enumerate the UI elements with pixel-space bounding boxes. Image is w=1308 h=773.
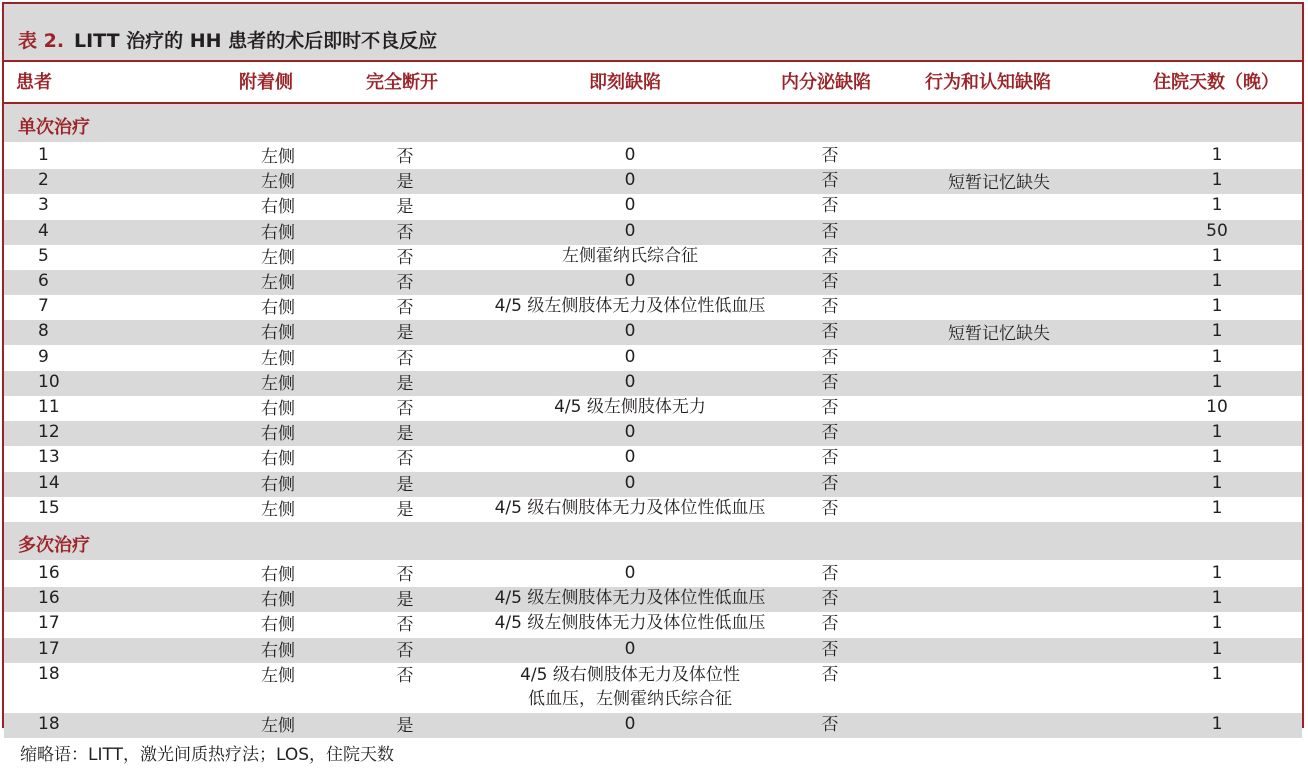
cell-disconnect-text: 否: [396, 399, 414, 419]
table-row: [4, 612, 1302, 637]
header-cognitive: 行为和认知缺陷: [925, 72, 1051, 93]
cell-patient: 17: [38, 613, 60, 634]
cell-immediate-line: 0: [624, 195, 636, 216]
cell-immediate-line: 0: [624, 145, 636, 165]
cell-endocrine-text: 否: [821, 714, 839, 735]
cell-disconnect-text: 是: [396, 590, 414, 611]
cell-patient: 11: [38, 397, 60, 417]
cell-los-text: 1: [1211, 271, 1223, 291]
cell-endocrine-text: 否: [821, 473, 839, 494]
cell-immediate-text: [625, 713, 636, 735]
cell-side-text: 右侧: [261, 323, 295, 344]
cell-disconnect-text: 是: [396, 323, 414, 344]
cell-disconnect-text: 否: [396, 147, 414, 167]
table-row: [4, 713, 1302, 738]
cell-los-text: 1: [1211, 563, 1223, 583]
cell-side-text: 右侧: [261, 615, 295, 636]
cell-los-text: 1: [1211, 663, 1223, 684]
cell-patient: 5: [38, 245, 49, 266]
cell-endocrine-text: 否: [821, 322, 839, 343]
cell-side-text: 左侧: [261, 172, 295, 193]
cell-disconnect-text: 是: [396, 373, 414, 394]
table-row: [4, 446, 1302, 471]
cell-patient: 18: [38, 663, 60, 684]
cell-disconnect-text: 否: [396, 615, 414, 636]
section-header: [4, 104, 1302, 142]
cell-endocrine-text: 否: [821, 372, 839, 393]
cell-endocrine-text: 否: [821, 564, 839, 584]
cell-patient: 18: [38, 713, 60, 734]
cell-los-text: 1: [1211, 472, 1223, 493]
cell-endocrine-text: 否: [821, 171, 839, 192]
cell-immediate-line: 0: [624, 472, 636, 493]
cell-immediate-line: 0: [624, 220, 636, 241]
cell-cognitive-text: 短暂记忆缺失: [948, 173, 1050, 194]
cell-endocrine-text: 否: [821, 448, 839, 469]
table-frame: [2, 2, 1304, 736]
cell-patient: 16: [38, 588, 60, 609]
cell-los-text: 10: [1206, 397, 1228, 417]
cell-endocrine-text: 否: [821, 347, 839, 368]
cell-immediate-text: [495, 612, 766, 634]
cell-immediate-line: 左侧霍纳氏综合征: [562, 245, 698, 266]
table-row: [4, 371, 1302, 396]
cell-endocrine-text: 否: [821, 196, 839, 217]
cell-immediate-text: [495, 587, 766, 609]
table-row: [4, 270, 1302, 295]
cell-immediate-line: 0: [624, 713, 636, 734]
cell-endocrine-text: 否: [821, 221, 839, 242]
cell-immediate-line: 0: [624, 271, 636, 291]
cell-los-text: 1: [1211, 195, 1223, 216]
table-row: [4, 245, 1302, 270]
cell-side-text: 左侧: [261, 715, 295, 736]
cell-endocrine-text: 否: [821, 589, 839, 610]
cell-side-text: 左侧: [261, 247, 295, 268]
cell-immediate-text: [625, 638, 636, 660]
header-los: 住院天数（晚）: [1153, 72, 1279, 93]
cell-disconnect-text: 否: [396, 273, 414, 293]
table-row: [4, 194, 1302, 219]
cell-immediate-line: 0: [624, 346, 636, 367]
cell-immediate-text: [625, 270, 636, 292]
table-row: [4, 346, 1302, 371]
cell-patient: 14: [38, 472, 60, 493]
cell-immediate-line: 0: [624, 638, 636, 659]
cell-immediate-line: 4/5 级左侧肢体无力及体位性低血压: [494, 613, 766, 634]
cell-patient: 8: [38, 321, 49, 342]
cell-side-text: 左侧: [261, 147, 295, 167]
cell-patient: 1: [38, 145, 49, 165]
cell-patient: 16: [38, 563, 60, 583]
cell-immediate-line: 4/5 级右侧肢体无力及体位性低血压: [494, 497, 766, 518]
cell-immediate-text: [625, 346, 636, 368]
cell-los-text: 1: [1211, 613, 1223, 634]
cell-los-text: 1: [1211, 638, 1223, 659]
cell-los-text: 1: [1211, 371, 1223, 392]
cell-immediate-text: [625, 144, 636, 166]
cell-endocrine-text: 否: [821, 498, 839, 519]
cell-immediate-line: 4/5 级左侧肢体无力: [554, 397, 706, 417]
cell-side-text: 左侧: [261, 273, 295, 293]
table-number: 表 2.: [18, 30, 65, 52]
cell-endocrine-text: 否: [821, 639, 839, 660]
cell-disconnect-text: 否: [396, 247, 414, 268]
table-title: LITT 治疗的 HH 患者的术后即时不良反应: [74, 30, 438, 52]
cell-side-text: 右侧: [261, 399, 295, 419]
table-row: [4, 144, 1302, 169]
cell-immediate-line: 低血压，左侧霍纳氏综合征: [527, 688, 732, 709]
cell-endocrine-text: 否: [821, 398, 839, 418]
cell-immediate-line: 0: [624, 447, 636, 468]
cell-los-text: 1: [1211, 346, 1223, 367]
cell-side-text: 右侧: [261, 590, 295, 611]
cell-disconnect-text: 否: [396, 348, 414, 369]
cell-immediate-text: [495, 295, 766, 317]
cell-immediate-line: 0: [624, 563, 636, 583]
cell-disconnect-text: 否: [396, 222, 414, 243]
cell-immediate-line: 4/5 级左侧肢体无力及体位性低血压: [494, 296, 766, 317]
cell-endocrine-text: 否: [821, 146, 839, 166]
cell-immediate-line: 0: [624, 422, 636, 443]
table-row: [4, 220, 1302, 245]
cell-immediate-text: [625, 421, 636, 443]
cell-side-text: 右侧: [261, 298, 295, 319]
cell-side-text: 右侧: [261, 222, 295, 243]
cell-side-text: 右侧: [261, 474, 295, 495]
table-row: [4, 396, 1302, 421]
cell-immediate-text: [625, 169, 636, 191]
cell-disconnect-text: 是: [396, 474, 414, 495]
cell-los-text: 1: [1211, 497, 1223, 518]
section-label: 多次治疗: [18, 535, 90, 556]
cell-side-text: 左侧: [261, 665, 295, 686]
cell-immediate-text: [625, 472, 636, 494]
cell-immediate-line: 0: [624, 170, 636, 191]
cell-side-text: 右侧: [261, 565, 295, 585]
cell-los-text: 1: [1211, 170, 1223, 191]
cell-patient: 10: [38, 371, 60, 392]
cell-disconnect-text: 否: [396, 665, 414, 686]
cell-disconnect-text: 否: [396, 449, 414, 470]
cell-patient: 6: [38, 271, 49, 291]
cell-immediate-text: [625, 320, 636, 342]
section-header: [4, 522, 1302, 560]
cell-side-text: 右侧: [261, 640, 295, 661]
cell-los-text: 1: [1211, 422, 1223, 443]
cell-endocrine-text: 否: [821, 614, 839, 635]
table-row: [4, 497, 1302, 522]
cell-los-text: 1: [1211, 321, 1223, 342]
cell-side-text: 左侧: [261, 348, 295, 369]
cell-endocrine-text: 否: [821, 272, 839, 292]
cell-immediate-line: 4/5 级右侧肢体无力及体位性: [520, 664, 740, 685]
cell-cognitive-text: 短暂记忆缺失: [948, 324, 1050, 345]
table-row: [4, 320, 1302, 345]
table-row: [4, 295, 1302, 320]
cell-side-text: 左侧: [261, 499, 295, 520]
table-row: [4, 587, 1302, 612]
table-title-bar: [4, 4, 1302, 62]
cell-endocrine-text: 否: [821, 246, 839, 267]
cell-los-text: 1: [1211, 296, 1223, 317]
cell-los-text: 1: [1211, 245, 1223, 266]
cell-disconnect-text: 否: [396, 298, 414, 319]
cell-los-text: 1: [1211, 713, 1223, 734]
cell-patient: 15: [38, 497, 60, 518]
cell-immediate-text: [625, 220, 636, 242]
cell-immediate-text: [625, 371, 636, 393]
cell-patient: 9: [38, 346, 49, 367]
cell-los-text: 1: [1211, 588, 1223, 609]
cell-immediate-text: [554, 396, 706, 418]
cell-immediate-text: [625, 194, 636, 216]
table-row: [4, 638, 1302, 663]
table-row: [4, 472, 1302, 497]
section-label: 单次治疗: [18, 117, 90, 138]
table-footnote: 缩略语：LITT，激光间质热疗法；LOS，住院天数: [20, 745, 394, 765]
cell-disconnect-text: 是: [396, 499, 414, 520]
header-patient: 患者: [16, 72, 52, 93]
table-row: [4, 421, 1302, 446]
header-endocrine: 内分泌缺陷: [781, 72, 871, 93]
cell-disconnect-text: 否: [396, 640, 414, 661]
cell-patient: 13: [38, 447, 60, 468]
cell-endocrine-text: 否: [821, 423, 839, 444]
cell-side-text: 右侧: [261, 424, 295, 445]
cell-disconnect-text: 是: [396, 715, 414, 736]
cell-disconnect-text: 否: [396, 565, 414, 585]
cell-disconnect-text: 是: [396, 424, 414, 445]
cell-los-text: 1: [1211, 145, 1223, 165]
cell-disconnect-text: 是: [396, 172, 414, 193]
table-row: [4, 169, 1302, 194]
cell-immediate-line: 0: [624, 371, 636, 392]
cell-side-text: 右侧: [261, 449, 295, 470]
cell-immediate-line: 0: [624, 321, 636, 342]
table-row: [4, 562, 1302, 587]
header-immediate: 即刻缺陷: [589, 72, 661, 93]
cell-side-text: 左侧: [261, 373, 295, 394]
cell-los-text: 50: [1206, 220, 1228, 241]
cell-immediate-text: [625, 446, 636, 468]
cell-patient: 7: [38, 296, 49, 317]
cell-endocrine-text: 否: [821, 664, 839, 685]
cell-immediate-text: [495, 497, 766, 519]
cell-immediate-line: 4/5 级左侧肢体无力及体位性低血压: [494, 588, 766, 609]
header-side: 附着侧: [239, 72, 293, 93]
header-disconnect: 完全断开: [366, 72, 438, 93]
cell-immediate-text: [520, 663, 740, 711]
cell-side-text: 右侧: [261, 197, 295, 218]
cell-disconnect-text: 是: [396, 197, 414, 218]
cell-endocrine-text: 否: [821, 297, 839, 318]
cell-patient: 3: [38, 195, 49, 216]
table-row: [4, 663, 1302, 713]
cell-patient: 2: [38, 170, 49, 191]
cell-immediate-text: [625, 562, 636, 584]
table-header-row: [4, 62, 1302, 104]
cell-patient: 4: [38, 220, 49, 241]
cell-immediate-text: [562, 245, 698, 267]
cell-patient: 17: [38, 638, 60, 659]
cell-los-text: 1: [1211, 447, 1223, 468]
cell-patient: 12: [38, 422, 60, 443]
